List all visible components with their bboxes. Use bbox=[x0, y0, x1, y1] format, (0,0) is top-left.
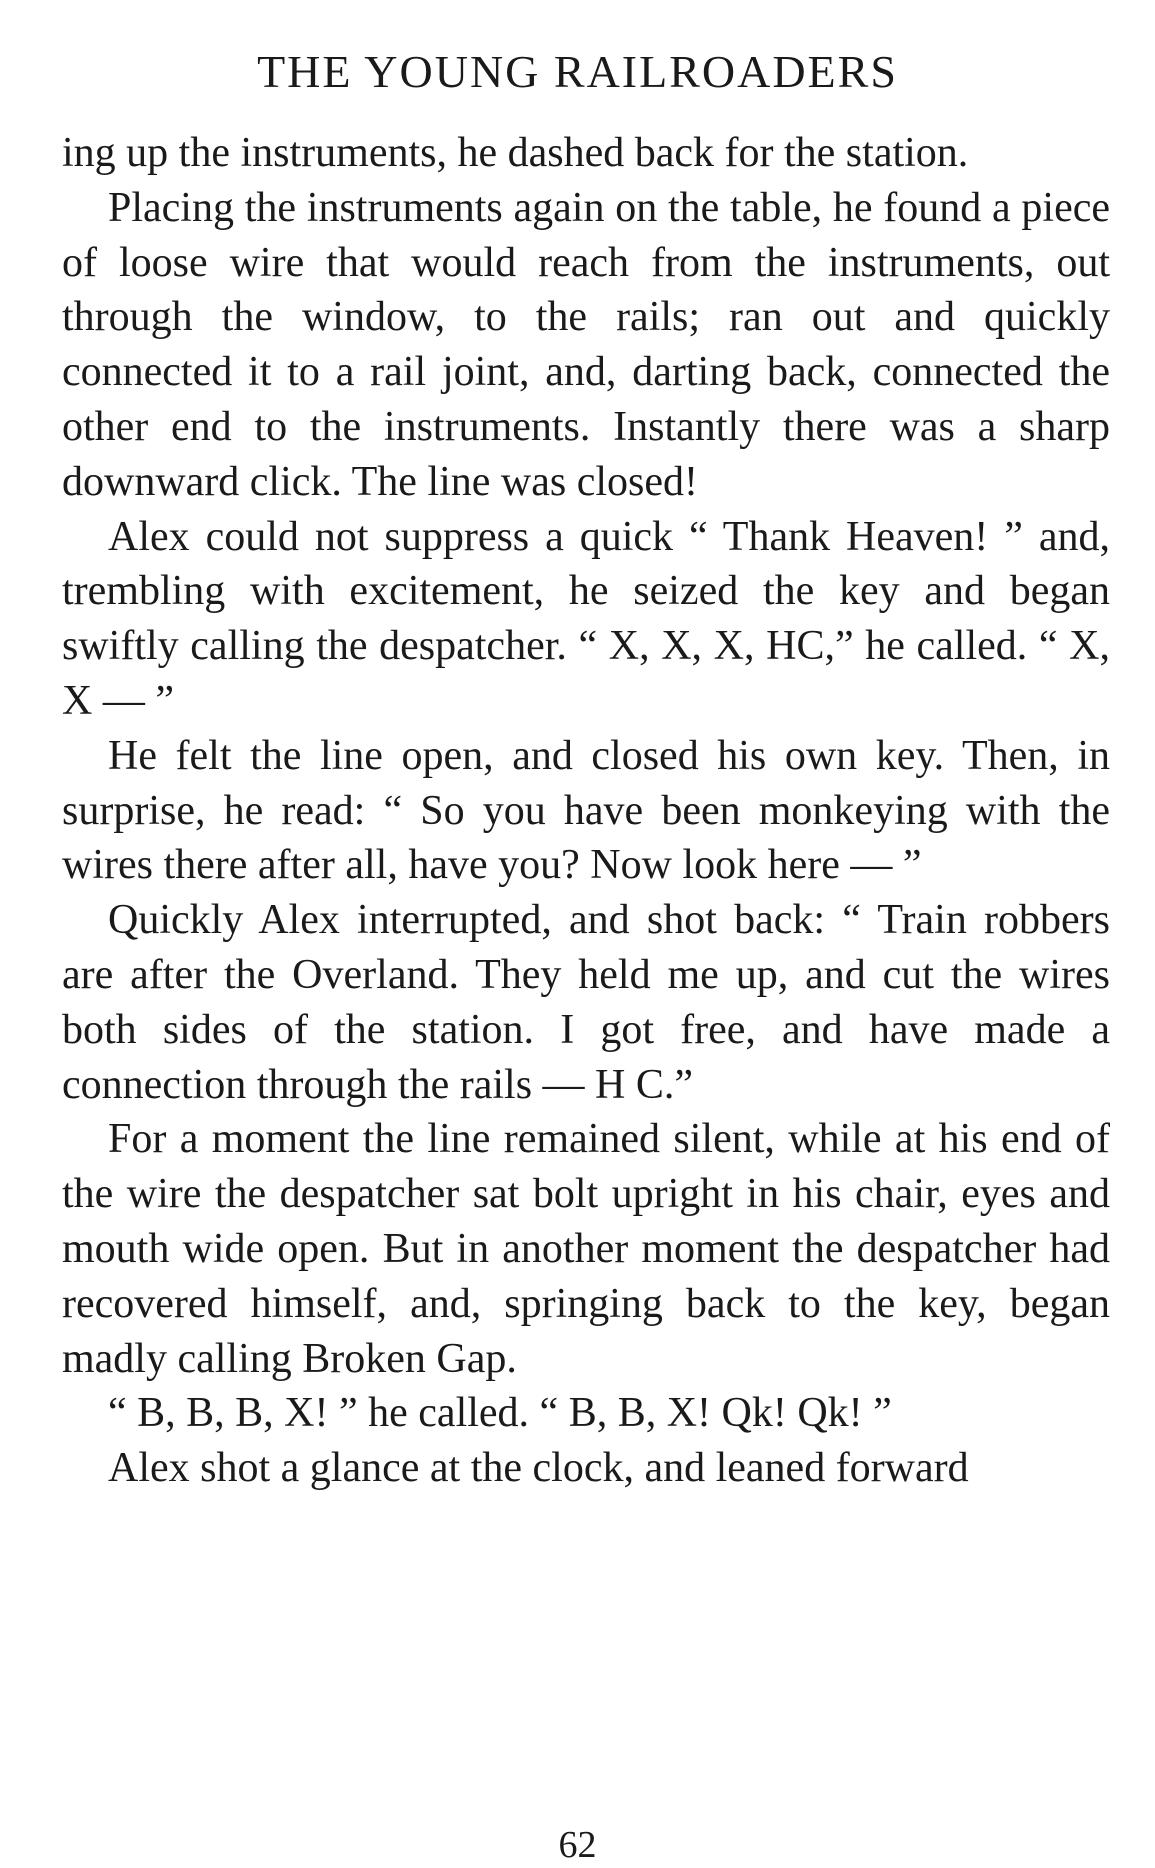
paragraph: Alex could not suppress a quick “ Thank Heaven! ” and, trembling with excitement, he seized the key and began swiftly calling the despatcher. “ X, X, X, HC,” he called. “ X, X — ” bbox=[62, 513, 1110, 724]
paragraph-continuation: ing up the instruments, he dashed back for the station. bbox=[62, 130, 969, 176]
paragraph: He felt the line open, and closed his own key. Then, in surprise, he read: “ So you have been monkeying with the wires there after all, have you? Now look here — ” bbox=[62, 732, 1110, 889]
paragraph: “ B, B, B, X! ” he called. “ B, B, X! Qk! Qk! ” bbox=[108, 1390, 892, 1437]
page-number: 62 bbox=[558, 1824, 597, 1866]
running-head: THE YOUNG RAILROADERS bbox=[257, 46, 898, 97]
body-text bbox=[62, 126, 1110, 1496]
paragraph: Quickly Alex interrupted, and shot back: “ Train robbers are after the Overland. They held me up, and cut the wires both sides of the station. I got free, and have made a connection through the rails — H C.” bbox=[62, 897, 1110, 1108]
paragraph: Placing the instruments again on the table, he found a piece of loose wire that would reach from the instruments, out through the window, to the rails; ran out and quickly connected it to a rail joint, and, darting back, connected the other end to the instruments. Instantly there was a sharp downward click. The line was closed! bbox=[62, 184, 1110, 505]
paragraph: Alex shot a glance at the clock, and leaned forward bbox=[108, 1445, 969, 1492]
paragraph: For a moment the line remained silent, while at his end of the wire the despatcher sat bolt upright in his chair, eyes and mouth wide open. But in another moment the despatcher had recovered himself, and, springing back to the key, began madly calling Broken Gap. bbox=[62, 1116, 1110, 1382]
